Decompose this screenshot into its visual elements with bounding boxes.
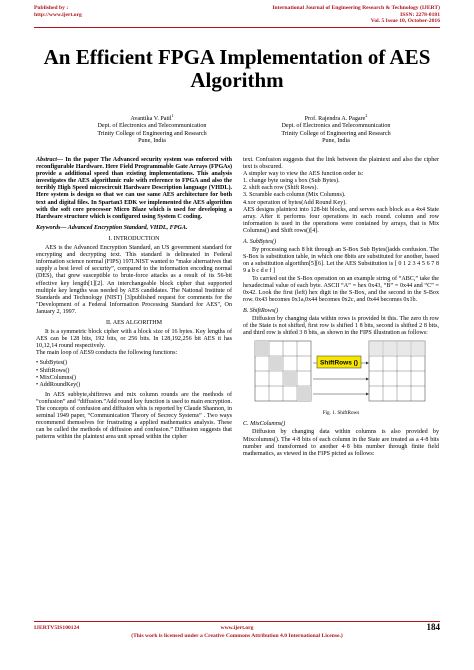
list-item: • AddRoundKey() [36, 381, 81, 388]
published-by: Published by : [34, 5, 69, 11]
list-item: 2. shift each row (Shift Rows). [243, 185, 318, 192]
shiftrows-figure [243, 339, 439, 409]
function-list [36, 360, 232, 388]
keywords-text: Advanced Encryption Standard, VHDL, FPGA. [66, 224, 188, 231]
author-college: Trinity College of Engineering and Research [281, 130, 391, 137]
author-city: Pune, India [138, 138, 166, 145]
main-loop-line: The main loop of AES9 conducts the following functions: [36, 350, 178, 357]
site-url-link[interactable]: http://www.ijert.org [34, 11, 82, 18]
volume-info: Vol. 5 Issue 10, October-2016 [370, 18, 440, 25]
author-name: Prof. Rajendra A. Pagare [304, 116, 366, 123]
author-dept: Dept. of Electronics and Telecommunication [281, 123, 391, 130]
confusion-diffusion-paragraph: In AES subbyte,shiftrows and mix column rounds are the methods of “confusion” and “diffusion.”Add round key function is used to main encryption. The concepts of confusion and diffusion whis is reported by Claude Shannon, in seminal 1949 paper, “Communication Theory of Secrecy Systems” . Two ways recommend themselves for frustrating a applied mathematics analysis. These can be called the methods of diffusion and confusion.” Diffusion suggests that patterns within the plaintext area unit spread within the cipher [36, 391, 232, 441]
list-item: 3. Scramble each column (Mix Columns). [243, 192, 346, 199]
left-column [36, 157, 232, 441]
step-list [243, 178, 439, 206]
abstract-text: In the paper The Advanced security system was enforced with reconfigurable Hardware. Here Field Programmable Gate Arrays (FPGAs) provide a additional speed than existing implementations. This analysis investigates the AES algorithmic rule with reference to FPGA and also the terribly High Speed microcircuit Hardware Description language (VHDL). Here system is design so that we can use same AES architecture for both text and digital files. In Spartan3 EDK we implemented the AES algorithm with the soft core processor Micro Blaze which is used for developing a Hardware structure which is configured using System C coding. [36, 157, 232, 220]
shiftrows-label: ShiftRows () [320, 359, 358, 367]
right-column [243, 157, 439, 458]
paper-id: IJERTV5IS100124 [34, 625, 80, 631]
abstract [36, 157, 232, 221]
state-array-paragraph: AES designs plaintext into 128-bit blocks, and serves each block as a 4x4 State array. After it performs four operations in each round. column and row information is used in the operations were contained by arrays, that is Mix Columns() and Shift rows()[4]. [243, 206, 439, 234]
list-item: • SubBytes() [36, 360, 68, 367]
page-number: 184 [426, 622, 440, 632]
list-item: 1. change byte using s box (Sub Bytes). [243, 178, 340, 185]
list-item: • ShiftRows() [36, 367, 70, 374]
author-block-1 [62, 112, 242, 146]
section-heading-aes-algorithm: II. AES ALGORITHM [105, 319, 163, 326]
author-city: Pune, India [322, 138, 350, 145]
list-item: 4.xor operation of bytes(Add Round Key). [243, 199, 347, 206]
intro-paragraph: AES is the Advanced Encryption Standard, an US government standard for encrypting and decrypting text. This standard is delineated in Federal information science normal (FIPS) 197I.NIST wanted to “make alternatives that supply a best level of security”, compared to the information encoding normal (DES), that grew susceptible to brute-force attacks as a result of its 56-bit effective key length[1][2]. An interchangeable block cipher that supported multiple key lengths was needed by AES candidates. The National Institute of Standards and Technology (NIST) [3]published request for comments for the "Development of a Federal Information Processing Standard for AES", On January 2, 1997. [36, 245, 232, 315]
figure-caption: Fig. 1. ShiftRows [322, 410, 360, 417]
list-item: • MixColumns() [36, 374, 76, 381]
subsection-heading-subbytes: A. SubBytes() [243, 239, 277, 246]
subsection-heading-shiftrows: B. ShiftRows() [243, 307, 279, 314]
state-grid-left [255, 341, 311, 401]
keywords-label: Keywords— [36, 224, 67, 231]
header-rule [34, 27, 440, 28]
journal-name: International Journal of Engineering Research & Technology (IJERT) [272, 5, 440, 11]
author-block-2 [246, 112, 426, 146]
subbytes-paragraph: By processing each 8 bit through an S-Box Sub Bytes()adds confusion. The S-Box is substitution table, in which one 8bits are substituted for another, based on a substitution algorithm[5][6]. Let the AES Substitution is [ 0 1 2 3 4 5 6 7 8 9 a b c d e f ] [243, 247, 439, 275]
continued-paragraph: text. Confusion suggests that the link between the plaintext and also the cipher text is obscured. [243, 157, 439, 171]
author-sup: 2 [365, 113, 368, 118]
author-sup: 1 [171, 113, 174, 118]
footer-site-link[interactable]: www.ijert.org [220, 625, 254, 631]
author-name: Avantika V. Patil [130, 116, 172, 123]
shiftrows-paragraph: Diffusion by changing data within rows is provided bt this. The zero th row of the State is not shifted, first row is shifted 1 8 bits, second is shifted 2 8 bits, and third row is shifed 3 8 bits, as shown in the FIPS illustration as follows: [243, 315, 439, 337]
paper-title: An Efficient FPGA Implementation of AES Algorithm [43, 45, 431, 92]
license-note: (This work is licensed under a Creative Commons Attribution 4.0 International License.) [131, 633, 343, 639]
section-heading-introduction: I. INTRODUCTION [108, 235, 160, 242]
mixcolumns-paragraph: Diffusion by changing data within columns is also provided by Mixcolumns(). The 4·8 bits of each column in the State are treated as a 4·8 bits number and transformed to another 4·8 bits number through finite field mathematics, as viewed in the FIPS picted as follows: [243, 429, 439, 457]
abstract-label: Abstract— [36, 157, 64, 163]
state-grid-right [369, 341, 425, 401]
subsection-heading-mixcolumns: C. MixColumns() [243, 421, 286, 428]
footer-rule [34, 621, 440, 622]
algo-paragraph: It is a symmetric block cipher with a block size of 16 bytes. Key lengths of AES can be 128 bits, 192 bits, or 256 bits. In 128,192,256 bit AES it has 10,12,14 round respectively. [36, 329, 232, 350]
keywords [36, 225, 232, 232]
function-order-intro: A simpler way to view the AES function order is: [243, 171, 364, 178]
sbox-example-paragraph: To carried out the S-Box operation on an example string of “ABC,” take the hexadecimal value of each byte. ASCII “A” = hex 0x43, “B” = 0x44 and “C” = 0x42. Look the first (left) hex digit in the S-Box, and the second in the S-Box row. 0x43 becomes 0x1a,0x44 becomes 0x2c, and 0x44 becomes 0x1b. [243, 275, 439, 303]
issn: ISSN: 2278-0181 [400, 11, 440, 18]
author-dept: Dept. of Electronics and Telecommunication [97, 123, 207, 130]
shiftrows-diagram [253, 339, 429, 405]
author-college: Trinity College of Engineering and Research [97, 130, 207, 137]
